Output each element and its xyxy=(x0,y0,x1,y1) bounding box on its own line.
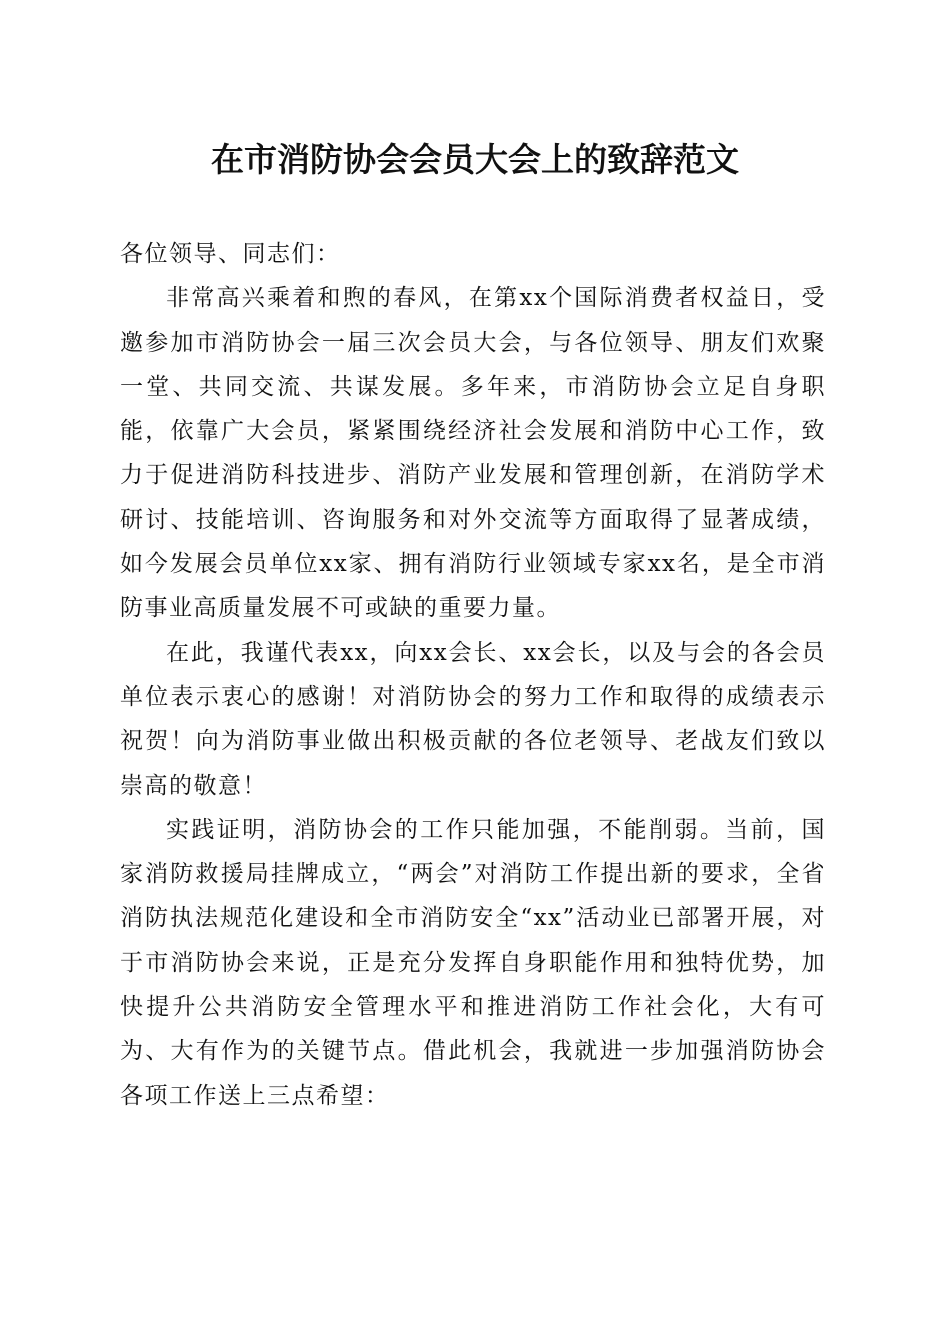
paragraph-2: 在此，我谨代表xx，向xx会长、xx会长，以及与会的各会员单位表示衷心的感谢！对消防协会的努力工作和取得的成绩表示祝贺！向为消防事业做出积极贡献的各位老领导、老战友们致以崇高的敬意！ xyxy=(120,639,826,799)
paragraph-1: 非常高兴乘着和煦的春风，在第xx个国际消费者权益日，受邀参加市消防协会一届三次会员大会，与各位领导、朋友们欢聚一堂、共同交流、共谋发展。多年来，市消防协会立足自身职能，依靠广大会员，紧紧围绕经济社会发展和消防中心工作，致力于促进消防科技进步、消防产业发展和管理创新，在消防学术研讨、技能培训、咨询服务和对外交流等方面取得了显著成绩，如今发展会员单位xx家、拥有消防行业领域专家xx名，是全市消防事业高质量发展不可或缺的重要力量。 xyxy=(120,285,826,622)
salutation: 各位领导、同志们： xyxy=(120,241,341,267)
document-title: 在市消防协会会员大会上的致辞范文 xyxy=(211,140,739,179)
document-body xyxy=(120,232,826,1118)
paragraph-3: 实践证明，消防协会的工作只能加强，不能削弱。当前，国家消防救援局挂牌成立，“两会”对消防工作提出新的要求，全省消防执法规范化建设和全市消防安全“xx”活动业已部署开展，对于市消防协会来说，正是充分发挥自身职能作用和独特优势，加快提升公共消防安全管理水平和推进消防工作社会化，大有可为、大有作为的关键节点。借此机会，我就进一步加强消防协会各项工作送上三点希望： xyxy=(120,816,826,1109)
